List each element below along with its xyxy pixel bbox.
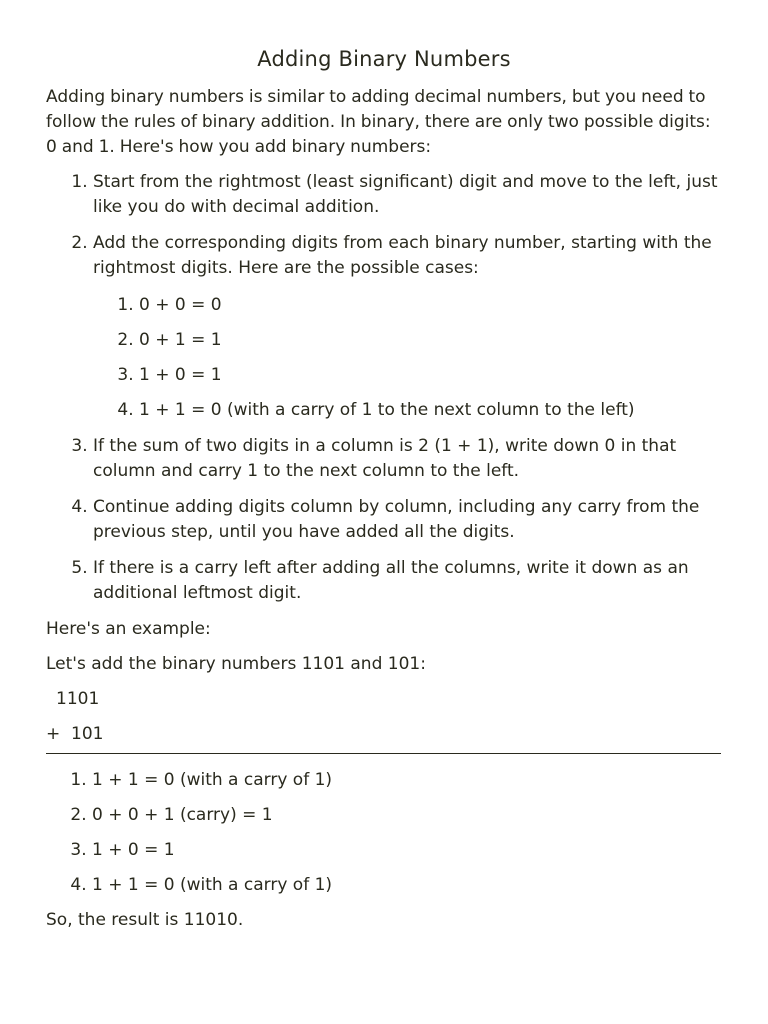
steps-list <box>46 170 722 606</box>
example-step-item: 2. 0 + 0 + 1 (carry) = 1 <box>92 803 722 828</box>
intro-paragraph: Adding binary numbers is similar to adding decimal numbers, but you need to follow the rules of binary addition. In binary, there are only two possible digits: 0 and 1. Here's how you add binary numbers: <box>46 87 711 157</box>
example-lead: Let's add the binary numbers 1101 and 101: <box>46 654 426 674</box>
example-steps-list <box>46 768 722 898</box>
step-item: 1. Start from the rightmost (least significant) digit and move to the left, just like you do with decimal addition. <box>93 170 722 220</box>
calc-divider <box>46 753 721 754</box>
step-item: 5. If there is a carry left after adding all the columns, write it down as an additional leftmost digit. <box>93 556 722 606</box>
example-step-item: 1. 1 + 1 = 0 (with a carry of 1) <box>92 768 722 793</box>
step-text: Add the corresponding digits from each binary number, starting with the rightmost digits. Here are the possible cases: <box>93 233 712 278</box>
calc-number-2: + 101 <box>46 724 104 744</box>
case-item: 1. 0 + 0 = 0 <box>139 293 722 318</box>
case-item: 3. 1 + 0 = 1 <box>139 363 722 388</box>
cases-list <box>93 293 722 423</box>
example-step-item: 4. 1 + 1 = 0 (with a carry of 1) <box>92 873 722 898</box>
example-step-item: 3. 1 + 0 = 1 <box>92 838 722 863</box>
example-intro: Here's an example: <box>46 619 211 639</box>
case-item: 2. 0 + 1 = 1 <box>139 328 722 353</box>
step-item: 4. Continue adding digits column by column, including any carry from the previous step, until you have added all the digits. <box>93 495 722 545</box>
page-title: Adding Binary Numbers <box>257 47 511 71</box>
result-text: So, the result is 11010. <box>46 910 244 930</box>
step-item: 3. If the sum of two digits in a column is 2 (1 + 1), write down 0 in that column and carry 1 to the next column to the left. <box>93 434 722 484</box>
case-item: 4. 1 + 1 = 0 (with a carry of 1 to the next column to the left) <box>139 398 722 423</box>
step-item <box>93 231 722 423</box>
calc-number-1: 1101 <box>56 689 100 709</box>
